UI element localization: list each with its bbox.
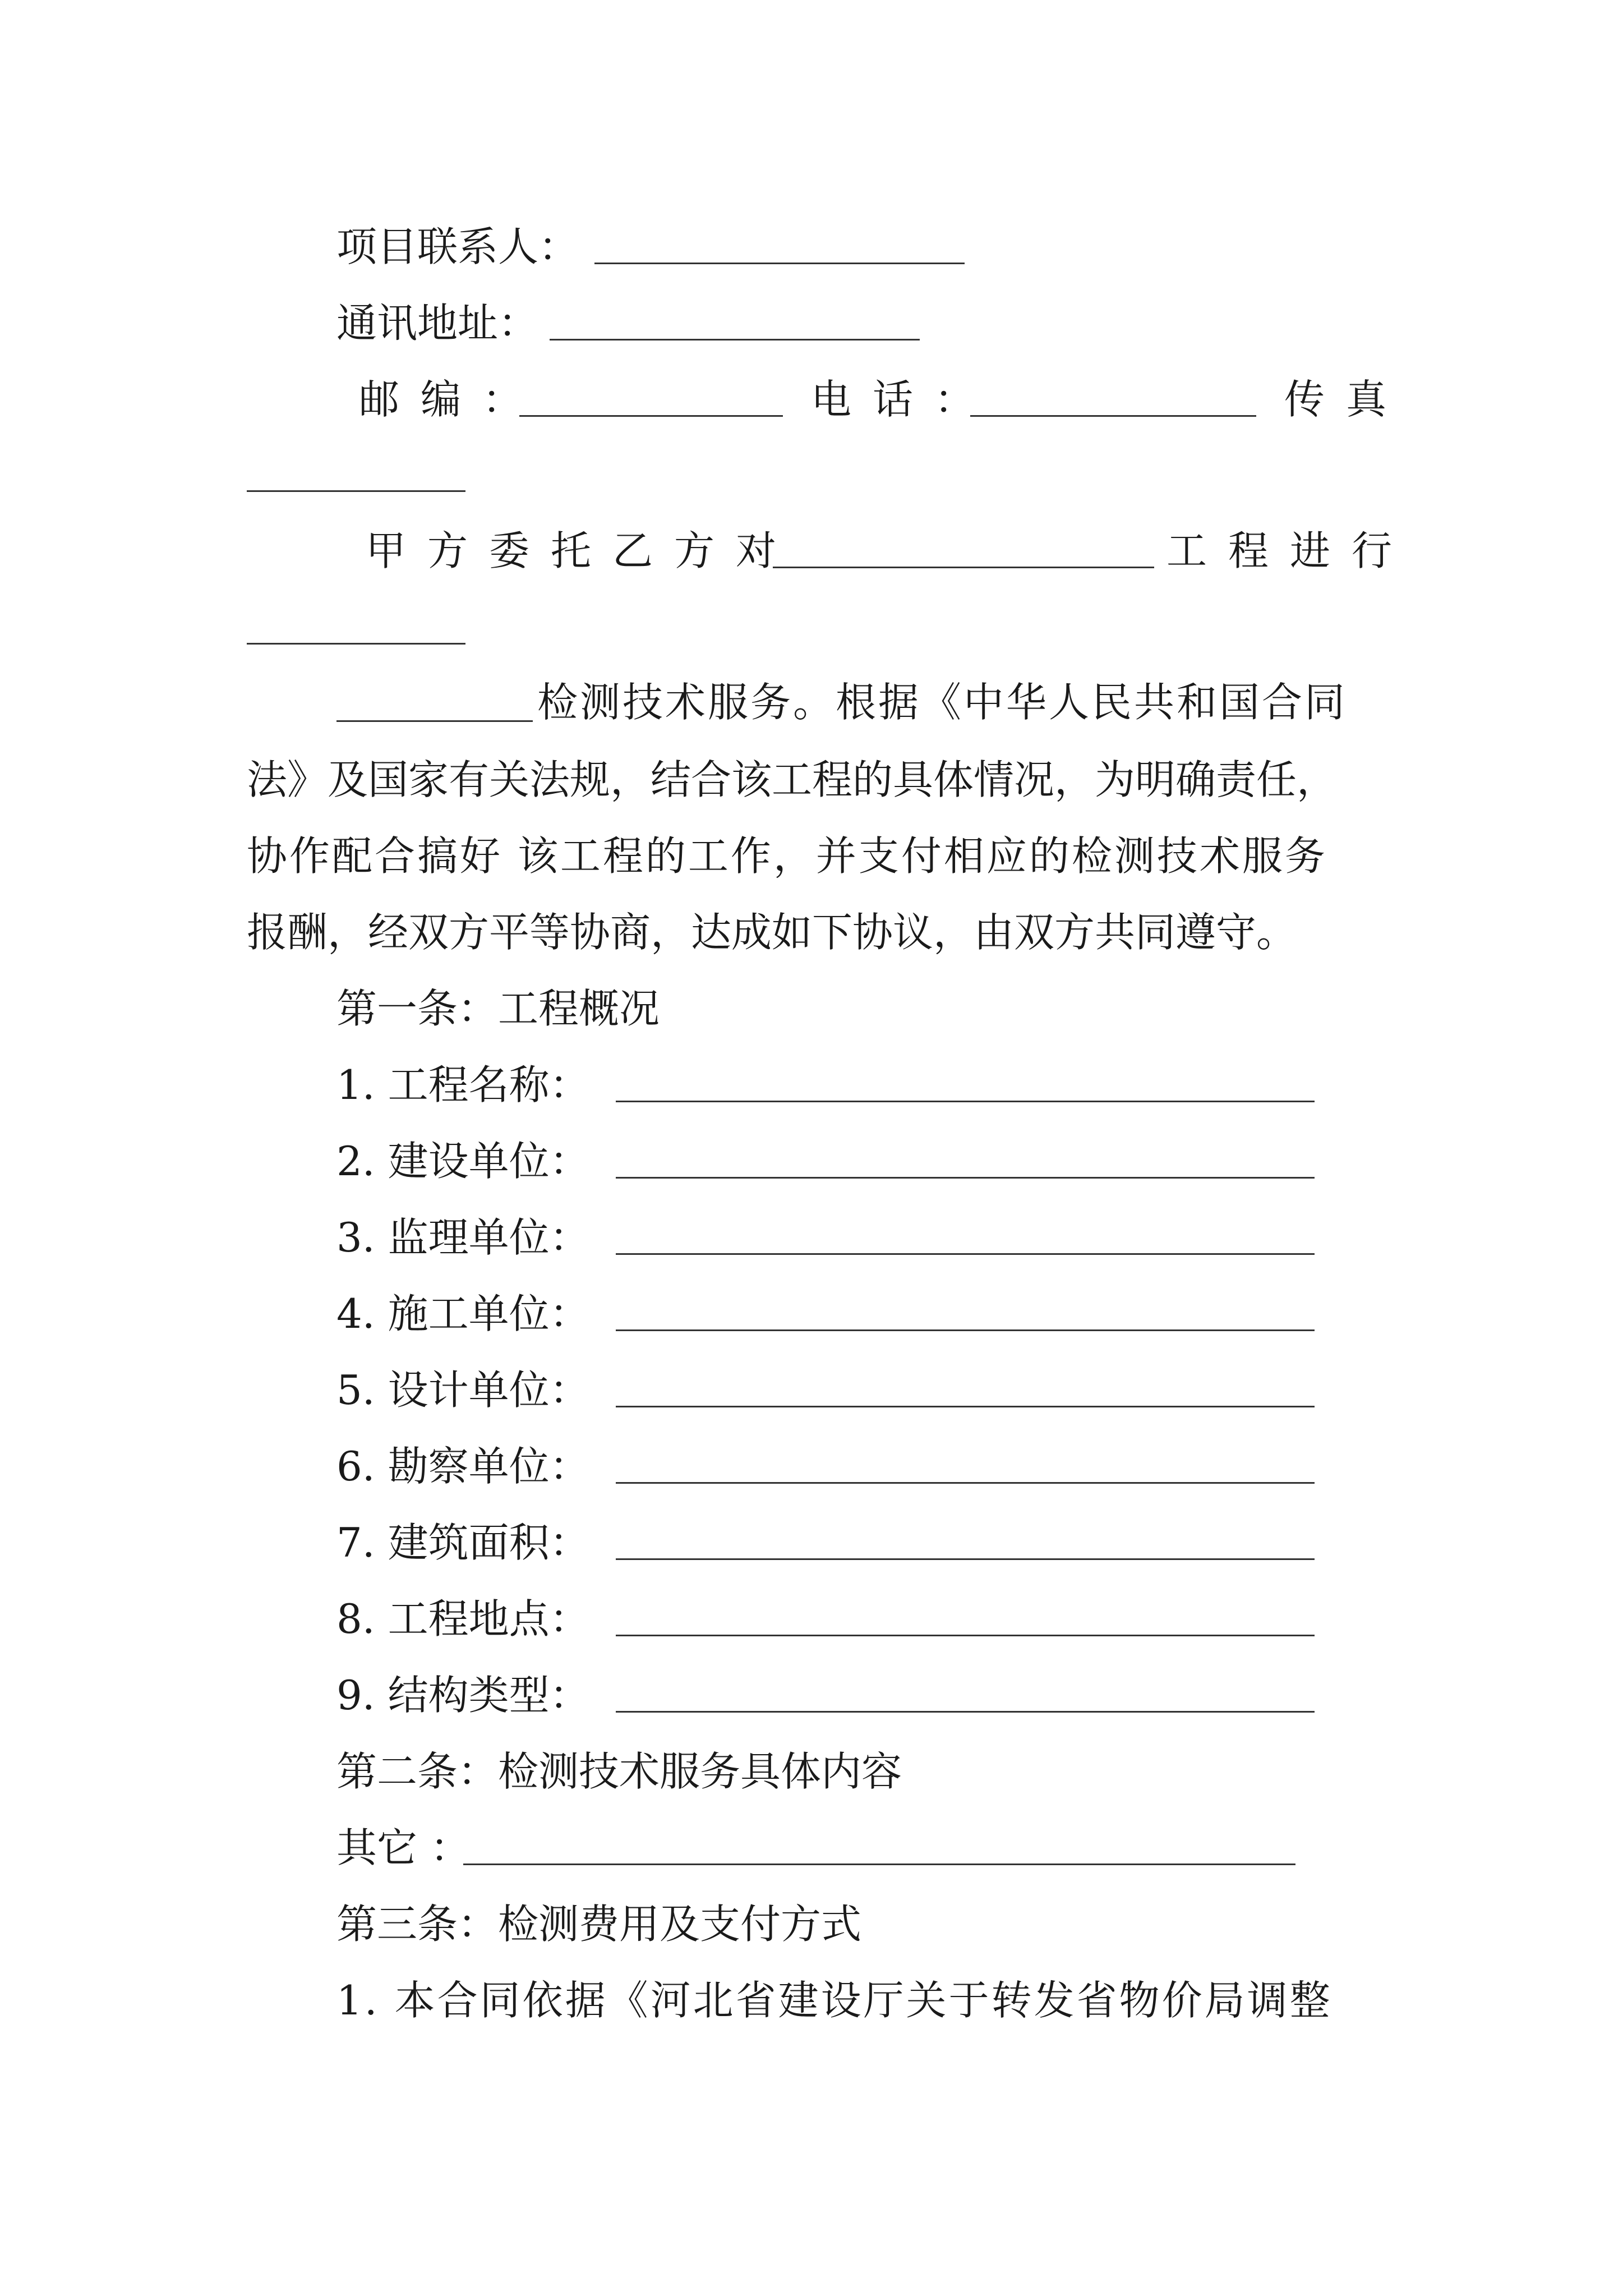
item-area-blank[interactable]	[616, 1558, 1315, 1560]
item-designer-blank[interactable]	[616, 1406, 1315, 1407]
item-location-blank[interactable]	[616, 1635, 1315, 1636]
item-supervisor: 3. 监理单位：	[336, 1214, 590, 1261]
fax-blank[interactable]	[247, 490, 465, 492]
other-blank[interactable]	[463, 1864, 1295, 1865]
postcode-blank[interactable]	[519, 415, 783, 417]
item-project-name-blank[interactable]	[616, 1101, 1315, 1102]
item-location: 8. 工程地点：	[336, 1595, 590, 1642]
address-blank[interactable]	[550, 339, 920, 341]
item-designer: 5. 设计单位：	[336, 1366, 590, 1414]
item-surveyor: 6. 勘察单位：	[336, 1443, 590, 1490]
intro-line3: 检测技术服务。根据《中华人民共和国合同	[537, 679, 1348, 726]
item-structure-blank[interactable]	[616, 1711, 1315, 1713]
item-surveyor-blank[interactable]	[616, 1482, 1315, 1484]
item-contractor-blank[interactable]	[616, 1329, 1315, 1331]
item-builder: 2. 建设单位：	[336, 1138, 590, 1185]
article2-title: 第二条：检测技术服务具体内容	[336, 1748, 902, 1795]
intro-suffix: 工程进行	[1166, 527, 1414, 574]
item-project-name: 1. 工程名称：	[336, 1061, 590, 1108]
postcode-label: 邮编：	[359, 376, 545, 423]
project-name-blank[interactable]	[773, 567, 1154, 568]
item-builder-blank[interactable]	[616, 1177, 1315, 1179]
article3-item1: 1. 本合同依据《河北省建设厅关于转发省物价局调整	[336, 1977, 1332, 2024]
article3-title: 第三条：检测费用及支付方式	[336, 1901, 862, 1948]
intro-prefix: 甲方委托乙方对	[366, 527, 798, 574]
contact-person-blank[interactable]	[594, 263, 965, 264]
article1-title: 第一条：工程概况	[336, 985, 660, 1032]
project-type-blank[interactable]	[247, 643, 465, 645]
contact-person-label: 项目联系人：	[336, 223, 579, 270]
phone-label: 电话：	[811, 376, 997, 423]
other-label: 其它 ：	[336, 1824, 471, 1871]
fax-label: 传真	[1284, 376, 1408, 423]
intro-line4: 法》及国家有关法规，结合该工程的具体情况，为明确责任，	[247, 756, 1338, 803]
item-supervisor-blank[interactable]	[616, 1253, 1315, 1255]
phone-blank[interactable]	[970, 415, 1256, 417]
intro-line5: 协作配合搞好 该工程的工作，并支付相应的检测技术服务	[247, 832, 1327, 880]
address-label: 通讯地址：	[336, 300, 539, 347]
item-structure: 9. 结构类型：	[336, 1672, 590, 1719]
item-area: 7. 建筑面积：	[336, 1519, 590, 1566]
service-type-blank[interactable]	[336, 720, 533, 722]
intro-line6: 报酬，经双方平等协商，达成如下协议，由双方共同遵守。	[247, 909, 1297, 956]
item-contractor: 4. 施工单位：	[336, 1290, 590, 1337]
